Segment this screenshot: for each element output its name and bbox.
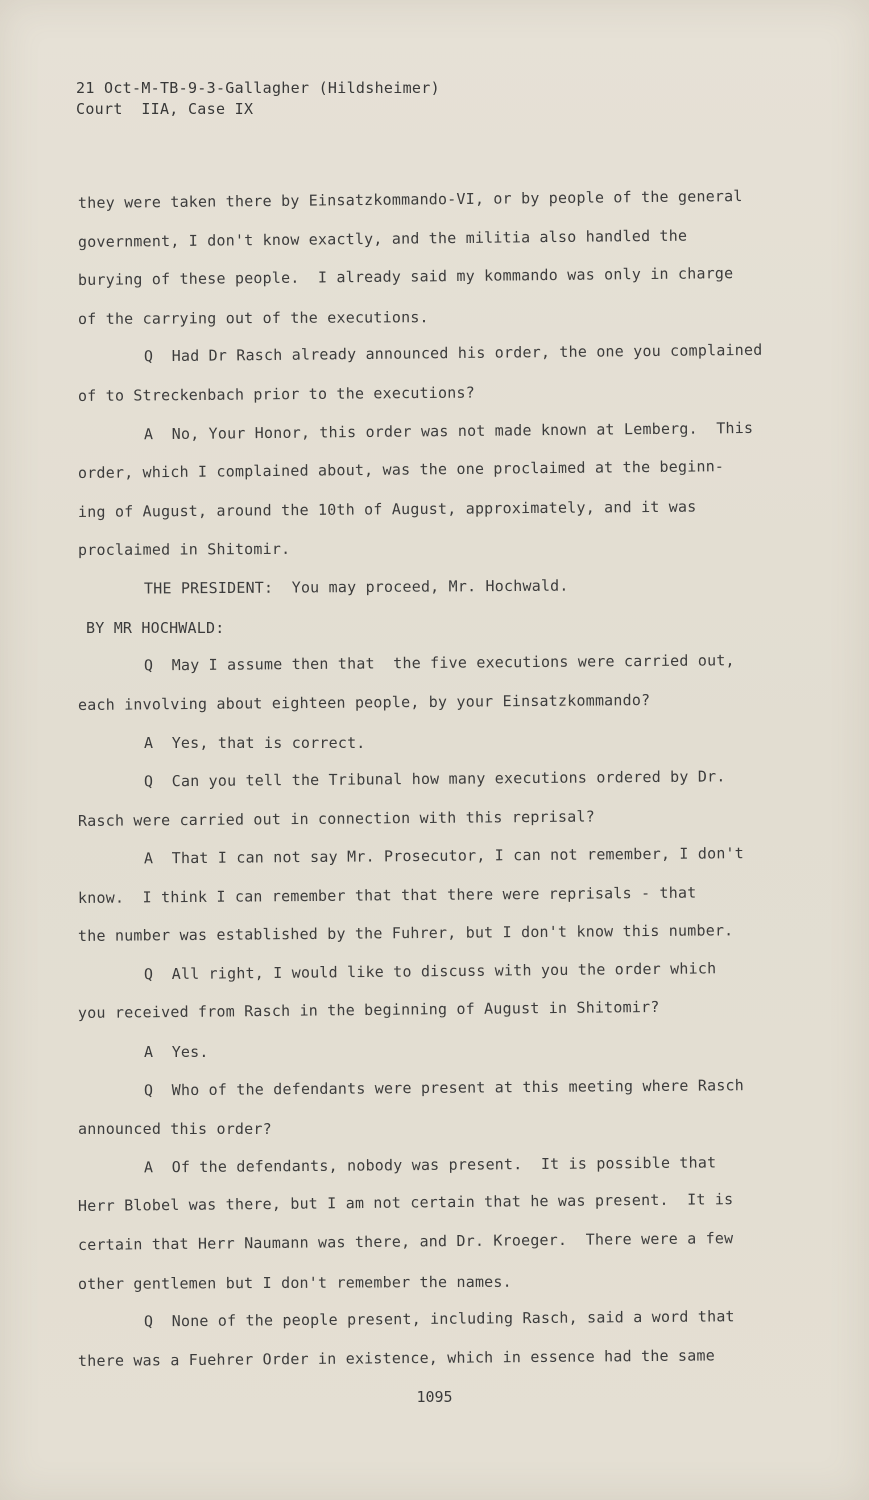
- transcript-line: A That I can not say Mr. Prosecutor, I can not remember, I don't: [143, 844, 745, 868]
- transcript-line: proclaimed in Shitomir.: [77, 540, 291, 560]
- transcript-line: A Yes, that is correct.: [144, 734, 366, 753]
- transcript-line: they were taken there by Einsatzkommando-VI, or by people of the general: [77, 187, 743, 212]
- transcript-line: A Of the defendants, nobody was present. It is possible that: [143, 1153, 717, 1177]
- transcript-line: know. I think I can remember that that there were reprisals - that: [77, 883, 697, 907]
- page-number: 1095: [416, 1388, 453, 1406]
- transcript-line: Herr Blobel was there, but I am not certain that he was present. It is: [77, 1190, 734, 1216]
- transcript-line: ing of August, around the 10th of August, approximately, and it was: [77, 497, 697, 521]
- transcript-line: A Yes.: [144, 1043, 209, 1062]
- transcript-line: government, I don't know exactly, and the militia also handled the: [77, 226, 688, 251]
- transcript-line: you received from Rasch in the beginning of August in Shitomir?: [77, 998, 660, 1023]
- transcript-line: Rasch were carried out in connection with this reprisal?: [77, 806, 595, 830]
- transcript-line: announced this order?: [78, 1120, 272, 1139]
- transcript-line: Q Had Dr Rasch already announced his order, the one you complained: [143, 341, 763, 366]
- transcript-line: order, which I complained about, was the one proclaimed at the beginn-: [77, 457, 725, 483]
- transcript-line: Q All right, I would like to discuss with you the order which: [143, 959, 717, 984]
- transcript-line: BY MR HOCHWALD:: [86, 618, 225, 637]
- transcript-line: Q Who of the defendants were present at this meeting where Rasch: [143, 1075, 745, 1100]
- document-header: [76, 78, 440, 120]
- transcript-body: [78, 184, 798, 1380]
- transcript-line: of to Streckenbach prior to the executions?: [77, 383, 475, 405]
- header-court-line: Court IIA, Case IX: [76, 100, 254, 118]
- transcript-line: each involving about eighteen people, by your Einsatzkommando?: [77, 690, 651, 714]
- transcript-line: of the carrying out of the executions.: [77, 307, 429, 328]
- transcript-line: certain that Herr Naumann was there, and Dr. Kroeger. There were a few: [77, 1229, 734, 1255]
- transcript-line: other gentlemen but I don't remember the names.: [77, 1272, 512, 1293]
- transcript-line: THE PRESIDENT: You may proceed, Mr. Hochwald.: [143, 576, 569, 598]
- transcript-line: Q Can you tell the Tribunal how many executions ordered by Dr.: [143, 767, 726, 791]
- transcript-line: there was a Fuehrer Order in existence, which in essence had the same: [77, 1346, 715, 1370]
- header-reference-line: 21 Oct-M-TB-9-3-Gallagher (Hildsheimer): [76, 79, 440, 97]
- transcript-line: A No, Your Honor, this order was not made known at Lemberg. This: [143, 418, 754, 443]
- transcript-line: Q May I assume then that the five executions were carried out,: [143, 651, 735, 675]
- transcript-line: the number was established by the Fuhrer, but I don't know this number.: [77, 921, 734, 946]
- transcript-line: burying of these people. I already said my kommando was only in charge: [77, 264, 734, 290]
- transcript-line: Q None of the people present, including Rasch, said a word that: [143, 1307, 735, 1331]
